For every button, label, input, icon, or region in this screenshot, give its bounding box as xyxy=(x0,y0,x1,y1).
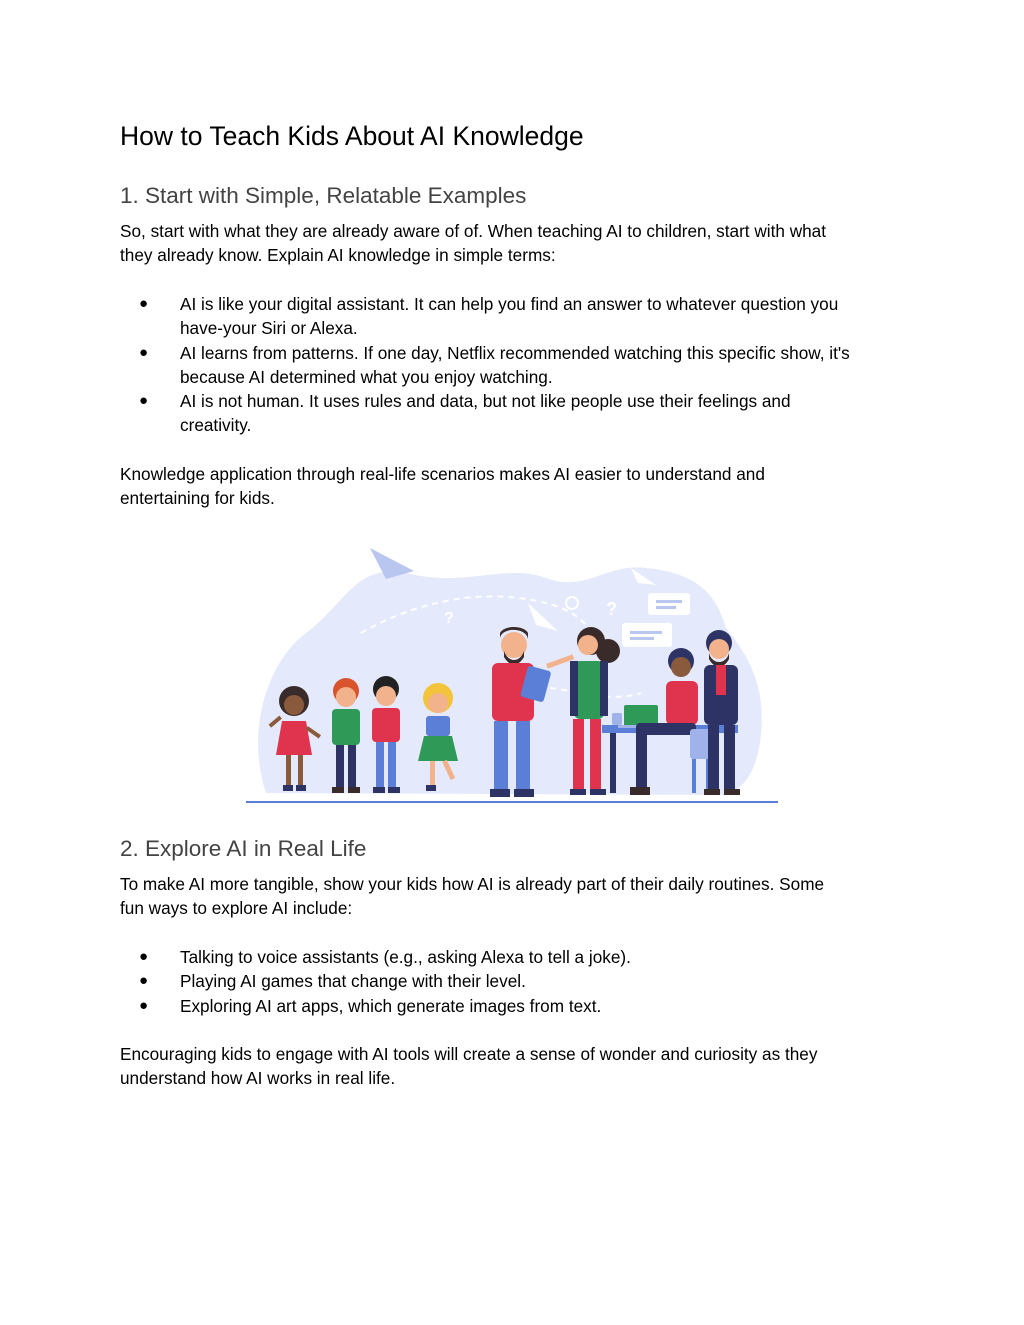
list-item xyxy=(120,292,920,341)
bullet-icon: ● xyxy=(139,972,149,990)
list-item-line2: creativity. xyxy=(180,415,252,436)
list-item-text: Playing AI games that change with their level. xyxy=(180,971,526,992)
list-item xyxy=(120,969,920,993)
list-item-text: Talking to voice assistants (e.g., asking Alexa to tell a joke). xyxy=(180,947,631,967)
list-item xyxy=(120,994,920,1018)
section2-outro-line2: understand how AI works in real life. xyxy=(120,1068,396,1089)
section2-intro xyxy=(120,872,910,921)
section1-outro xyxy=(120,462,910,511)
section1-outro-line1: Knowledge application through real-life scenarios makes AI easier to understand and xyxy=(120,464,765,484)
list-item-line2: have-your Siri or Alexa. xyxy=(180,318,358,339)
list-item xyxy=(120,389,920,438)
question-mark-icon: ? xyxy=(606,599,617,619)
bullet-icon: ● xyxy=(139,948,149,965)
section1-intro-line1: So, start with what they are already aware of of. When teaching AI to children, start with what xyxy=(120,221,826,241)
section2-outro-line1: Encouraging kids to engage with AI tools will create a sense of wonder and curiosity as they xyxy=(120,1044,818,1064)
section2-intro-line2: fun ways to explore AI include: xyxy=(120,898,353,919)
section1-bullet-list xyxy=(120,292,920,438)
list-item xyxy=(120,945,920,969)
section2-intro-line1: To make AI more tangible, show your kids how AI is already part of their daily routines. Some xyxy=(120,874,825,894)
bullet-icon: ● xyxy=(139,295,149,312)
section1-intro-line2: they already know. Explain AI knowledge in simple terms: xyxy=(120,245,556,266)
list-item-line1: AI learns from patterns. If one day, Netflix recommended watching this specific show, it's xyxy=(180,342,850,363)
mug-icon xyxy=(612,713,622,725)
list-item-line1: AI is like your digital assistant. It can help you find an answer to whatever question you xyxy=(180,294,839,314)
bullet-icon: ● xyxy=(139,996,149,1014)
section2-bullet-list xyxy=(120,945,920,1018)
section1-intro xyxy=(120,219,910,268)
speech-bubble-icon xyxy=(622,623,672,647)
family-group-illustration xyxy=(246,533,778,808)
question-mark-icon: ? xyxy=(444,610,454,627)
list-item-line2: because AI determined what you enjoy watching. xyxy=(180,366,553,387)
section2-heading: 2. Explore AI in Real Life xyxy=(120,836,367,861)
list-item-text: Exploring AI art apps, which generate images from text. xyxy=(180,995,602,1016)
section2-outro xyxy=(120,1042,910,1091)
list-item xyxy=(120,341,920,390)
speech-bubble-icon xyxy=(648,593,690,615)
bullet-icon: ● xyxy=(139,392,149,410)
bullet-icon: ● xyxy=(139,343,149,361)
section1-outro-line2: entertaining for kids. xyxy=(120,488,275,509)
list-item-line1: AI is not human. It uses rules and data, but not like people use their feelings and xyxy=(180,391,791,412)
section1-heading: 1. Start with Simple, Relatable Examples xyxy=(120,183,527,208)
floor-line xyxy=(246,801,778,803)
page-title: How to Teach Kids About AI Knowledge xyxy=(120,121,584,151)
